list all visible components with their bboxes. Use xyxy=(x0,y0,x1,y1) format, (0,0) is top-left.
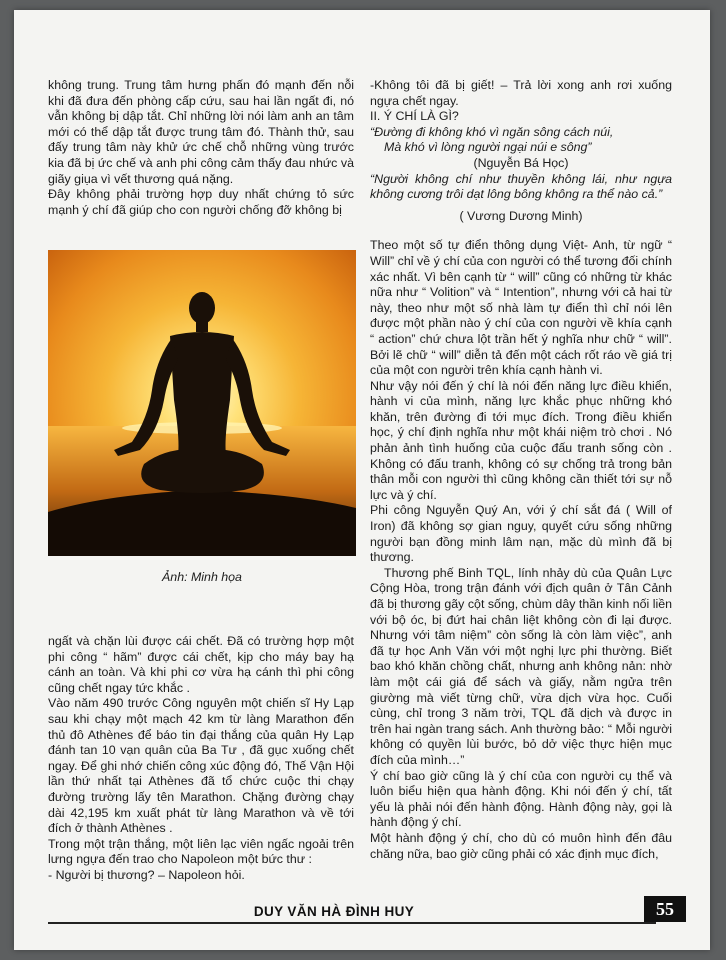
paragraph: Vào năm 490 trước Công nguyên một chiến sĩ Hy Lạp sau khi chạy một mạch 42 km từ làng Marathon đến thủ đô Athènes để báo tin đại thắng của quân Hy Lạp đánh tan 10 vạn quân của Ba Tư , đã gục xuống chết ngay. Để ghi nhớ chiến công xúc động đó, Thế Vận Hội lần thứ nhất tại Athènes đã tổ chức cuộc thi chạy đường trường lấy tên Marathon. Chặng đường chạy dài 42,195 km xuất phát từ làng Marathon và về tới đích ở thành Athènes . xyxy=(48,696,354,836)
page-number: 55 xyxy=(644,896,686,922)
paragraph: Thương phế Binh TQL, lính nhảy dù của Quân Lực Cộng Hòa, trong trận đánh với địch quân ở Tân Cảnh đã bị thương gãy cột sống, chùm dây thần kinh nối liền với bộ óc, bị đứt hai chân liệt không còn đi lại được. Nhưng với tâm niệm” còn sống là còn làm việc”, anh đã tự học Anh Văn với một nghị lực phi thường. Biết bao khó khăn chồng chất, nhưng anh không nản: nhờ làm một cái giá để sách và giấy, nằm ngửa trên giường mà viết từng chữ, vừa dịch vừa học. Cuối cùng, chỉ trong 3 năm trời, TQL đã dịch và được in trên hai ngàn trang sách. Anh thường bảo: “ Mỗi người không có quyền lùi bước, bỏ dở việc thực hiện mục đích của mình…” xyxy=(370,565,672,767)
paragraph: Trong một trận thắng, một liên lạc viên ngấc ngoải trên lưng ngựa đến trao cho Napoleon một bức thư : xyxy=(48,836,354,867)
left-column-top xyxy=(48,78,354,218)
quote-source: ( Vương Dương Minh) xyxy=(459,208,583,223)
quote-line: “Người không chí như thuyền không lái, như ngựa không cương trôi dạt lông bông không ra thể nào cả.” xyxy=(370,171,672,202)
paragraph: ngất và chặn lùi được cái chết. Đã có trường hợp một phi công “ hãm” được cái chết, kịp cho máy bay hạ cánh an toàn. Và khi phi cơ vừa hạ cánh thì phi công cũng chết ngay tức khắc . xyxy=(48,634,354,695)
magazine-page xyxy=(14,10,710,950)
paragraph: Ý chí bao giờ cũng là ý chí của con người cụ thể và luôn biểu hiện qua hành động. Khi nói đến ý chí, tất yếu là phải nói đến hành động. Hành động này, gọi là hành động ý chí. xyxy=(370,768,672,830)
quote-source: (Nguyễn Bá Học) xyxy=(473,155,569,170)
right-column xyxy=(370,78,672,862)
paragraph: Như vậy nói đến ý chí là nói đến năng lực điều khiển, hành vi của mình, năng lực khắc phục những khó khăn, trên đường đi tới mục đích. Trong điều khiển học, ý chí định nghĩa như một khái niệm trò chơi . Nó phản ảnh tình huống của cuộc đấu tranh sống còn . Không có đấu tranh, không có sự chống trả trong bản thân mỗi con người thì cũng không cần thiết tới sự nỗ lực và ý chí. xyxy=(370,378,672,502)
left-column-bottom xyxy=(48,634,354,884)
paragraph: - Người bị thương? – Napoleon hỏi. xyxy=(48,867,245,882)
paragraph: không trung. Trung tâm hưng phấn đó mạnh đến nỗi khi đã đưa đến phòng cấp cứu, sau hai lần ngất đi, nó vẫn không bị dập tắt. Chỉ những lời nói làm anh an tâm mới có thể dập tắt được trung tâm đó. Thành thử, sau đấy trung tâm này khử ức chế chỗ những vùng trước kia đã bị ức chế và anh phi công cảm thấy đau nhức và giãy giụa vì vết thương quá nặng. xyxy=(48,78,354,186)
paragraph: Một hành động ý chí, cho dù có muôn hình đến đâu chăng nữa, bao giờ cũng phải có xác định mục đích, xyxy=(370,830,672,861)
section-heading: II. Ý CHÍ LÀ GÌ? xyxy=(370,109,459,124)
meditation-photo xyxy=(48,250,356,556)
paragraph: -Không tôi đã bị giết! – Trả lời xong anh rơi xuống ngựa chết ngay. xyxy=(370,78,672,108)
meditation-silhouette-image xyxy=(48,250,356,556)
photo-caption: Ảnh: Minh họa xyxy=(162,570,242,584)
paragraph: Đây không phải trường hợp duy nhất chứng tỏ sức mạnh ý chí đã giúp cho con người chống đỡ không bị xyxy=(48,187,354,217)
quote-line: “Đường đi không khó vì ngăn sông cách núi, xyxy=(370,124,614,139)
paragraph: Phi công Nguyễn Quý An, với ý chí sắt đá ( Will of Iron) đã không sợ gian nguy, quyết cứu sống những người bạn đồng minh lâm nạn, mặc dù mình đã bị thương. xyxy=(370,503,672,565)
paragraph: Theo một số tự điển thông dụng Việt- Anh, từ ngữ “ Will” chỉ về ý chí của con người có thể tương đối chính xác nhất. Vì bên cạnh từ “ will” cũng có những từ khác nữa như “ Volition” và “ Intention”, nhưng với cả hai từ này, theo như một số nhà làm tự điển thì chỉ nói lên được một phần nào ý chí của con người về khía cạnh “ action” chứ chưa lột trần hết ý nghĩa như chữ “ will”. Bởi lẽ chữ “ will” diễn tả đến một cách rốt ráo về giá trị của một con người trên khía cạnh hành vi. xyxy=(370,238,672,378)
footer-rule xyxy=(48,922,656,924)
quote-line: Mà khó vì lòng người ngại núi e sông” xyxy=(384,140,592,155)
footer-author: DUY VĂN HÀ ĐÌNH HUY xyxy=(253,904,415,919)
